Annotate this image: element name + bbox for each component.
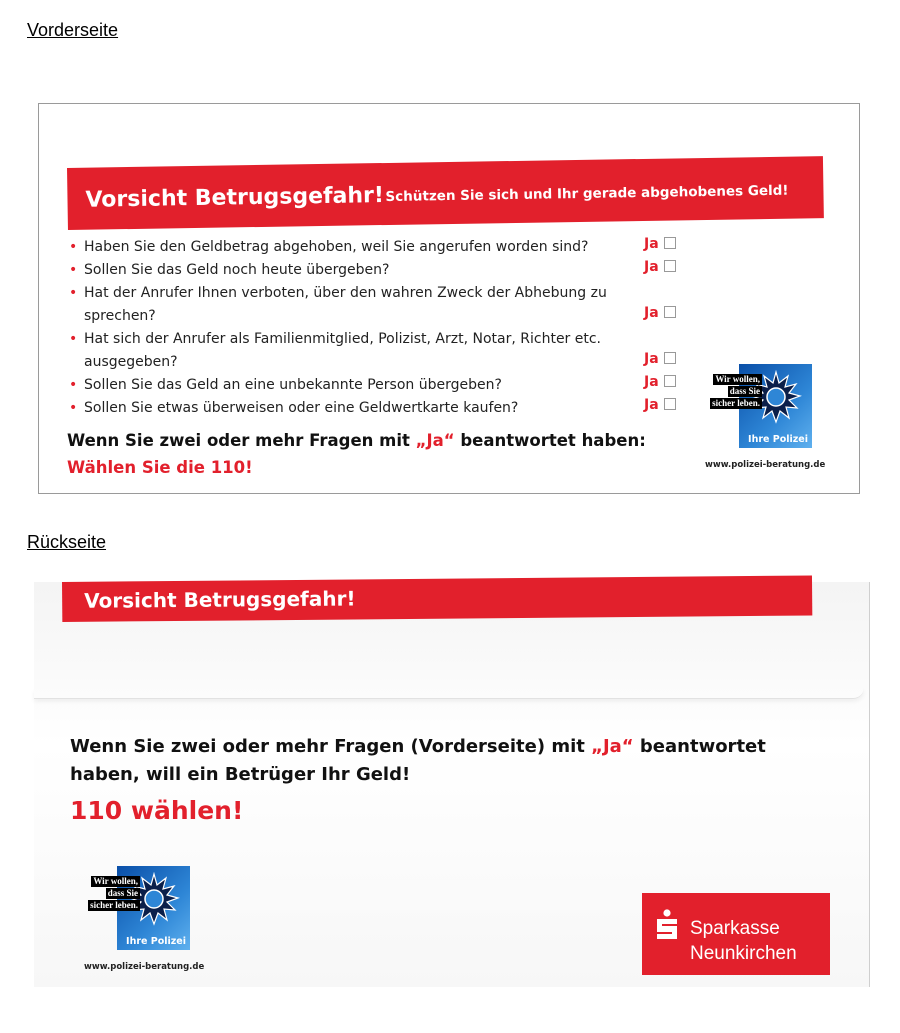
list-item (69, 397, 669, 420)
sparkasse-s-icon (654, 909, 680, 943)
conclusion-text-end: beantwortet haben: (454, 431, 646, 450)
ja-checkbox[interactable] (644, 351, 676, 367)
police-slogan (70, 876, 140, 912)
back-text-start: Wenn Sie zwei oder mehr Fragen (Vorderseite) mit (70, 736, 592, 757)
ja-checkbox[interactable] (644, 305, 676, 321)
ja-label: Ja (644, 397, 659, 413)
bullet-icon: • (69, 377, 78, 393)
slogan-line: sicher leben. (90, 900, 138, 910)
police-slogan (692, 374, 762, 410)
question-list (69, 236, 669, 420)
checkbox-icon[interactable] (664, 352, 676, 364)
bullet-icon: • (69, 262, 78, 278)
slogan-line: dass Sie (107, 888, 138, 898)
envelope-flap-edge (34, 688, 864, 699)
bullet-icon: • (69, 285, 78, 301)
question-text: Hat der Anrufer Ihnen verboten, über den wahren Zweck der Abhebung zu sprechen? (84, 285, 607, 324)
checkbox-icon[interactable] (664, 398, 676, 410)
checkbox-icon[interactable] (664, 375, 676, 387)
bank-name-line2: Neunkirchen (690, 943, 797, 964)
back-text-end: beantwortet haben, will ein Betrüger Ihr Geld! (70, 736, 766, 785)
conclusion-text: Wenn Sie zwei oder mehr Fragen mit (67, 431, 416, 450)
checkbox-icon[interactable] (664, 237, 676, 249)
list-item (69, 328, 644, 374)
list-item (69, 259, 669, 282)
police-logo (70, 866, 190, 950)
list-item (69, 236, 669, 259)
ja-label: Ja (644, 259, 659, 275)
back-warning-text (70, 733, 830, 789)
checkbox-icon[interactable] (664, 260, 676, 272)
banner-title-back: Vorsicht Betrugsgefahr! (84, 586, 356, 613)
slogan-line: Wir wollen, (93, 876, 138, 886)
police-url[interactable]: www.polizei-beratung.de (84, 962, 205, 972)
question-text: Hat sich der Anrufer als Familienmitglied, Polizist, Arzt, Notar, Richter etc. ausgegeben? (84, 331, 602, 370)
conclusion-ja: „Ja“ (415, 431, 455, 450)
question-text: Haben Sie den Geldbetrag abgehoben, weil Sie angerufen worden sind? (84, 239, 589, 255)
banner-subtitle: Schützen Sie sich und Ihr gerade abgehobenes Geld! (385, 182, 789, 205)
bank-name-line1: Sparkasse (690, 918, 780, 939)
question-text: Sollen Sie etwas überweisen oder eine Geldwertkarte kaufen? (84, 400, 519, 416)
front-call-to-action: Wählen Sie die 110! (67, 458, 253, 477)
question-text: Sollen Sie das Geld an eine unbekannte Person übergeben? (84, 377, 502, 393)
list-item (69, 374, 669, 397)
flyer-front (38, 103, 860, 494)
back-section-label: Rückseite (27, 532, 107, 552)
checkbox-icon[interactable] (664, 306, 676, 318)
police-url[interactable]: www.polizei-beratung.de (705, 460, 826, 470)
slogan-line: sicher leben. (712, 398, 760, 408)
back-call-to-action: 110 wählen! (70, 796, 244, 825)
list-item (69, 282, 644, 328)
ja-checkbox[interactable] (644, 397, 676, 413)
back-text-ja: „Ja“ (591, 736, 634, 757)
bullet-icon: • (69, 239, 78, 255)
bullet-icon: • (69, 331, 78, 347)
sparkasse-logo (642, 893, 830, 975)
warning-banner-back (62, 575, 812, 622)
front-conclusion (67, 431, 646, 450)
ja-label: Ja (644, 351, 659, 367)
police-logo (692, 364, 812, 448)
warning-banner (67, 156, 824, 230)
ja-checkbox[interactable] (644, 374, 676, 390)
police-brand: Ihre Polizei (126, 936, 186, 947)
flyer-back (34, 582, 870, 987)
slogan-line: Wir wollen, (715, 374, 760, 384)
bullet-icon: • (69, 400, 78, 416)
police-brand: Ihre Polizei (748, 434, 808, 445)
ja-label: Ja (644, 305, 659, 321)
question-text: Sollen Sie das Geld noch heute übergeben? (84, 262, 390, 278)
ja-checkbox[interactable] (644, 259, 676, 275)
ja-label: Ja (644, 374, 659, 390)
slogan-line: dass Sie (729, 386, 760, 396)
banner-title: Vorsicht Betrugsgefahr! (85, 183, 385, 213)
front-section-label: Vorderseite (27, 20, 119, 40)
ja-checkbox[interactable] (644, 236, 676, 252)
ja-label: Ja (644, 236, 659, 252)
